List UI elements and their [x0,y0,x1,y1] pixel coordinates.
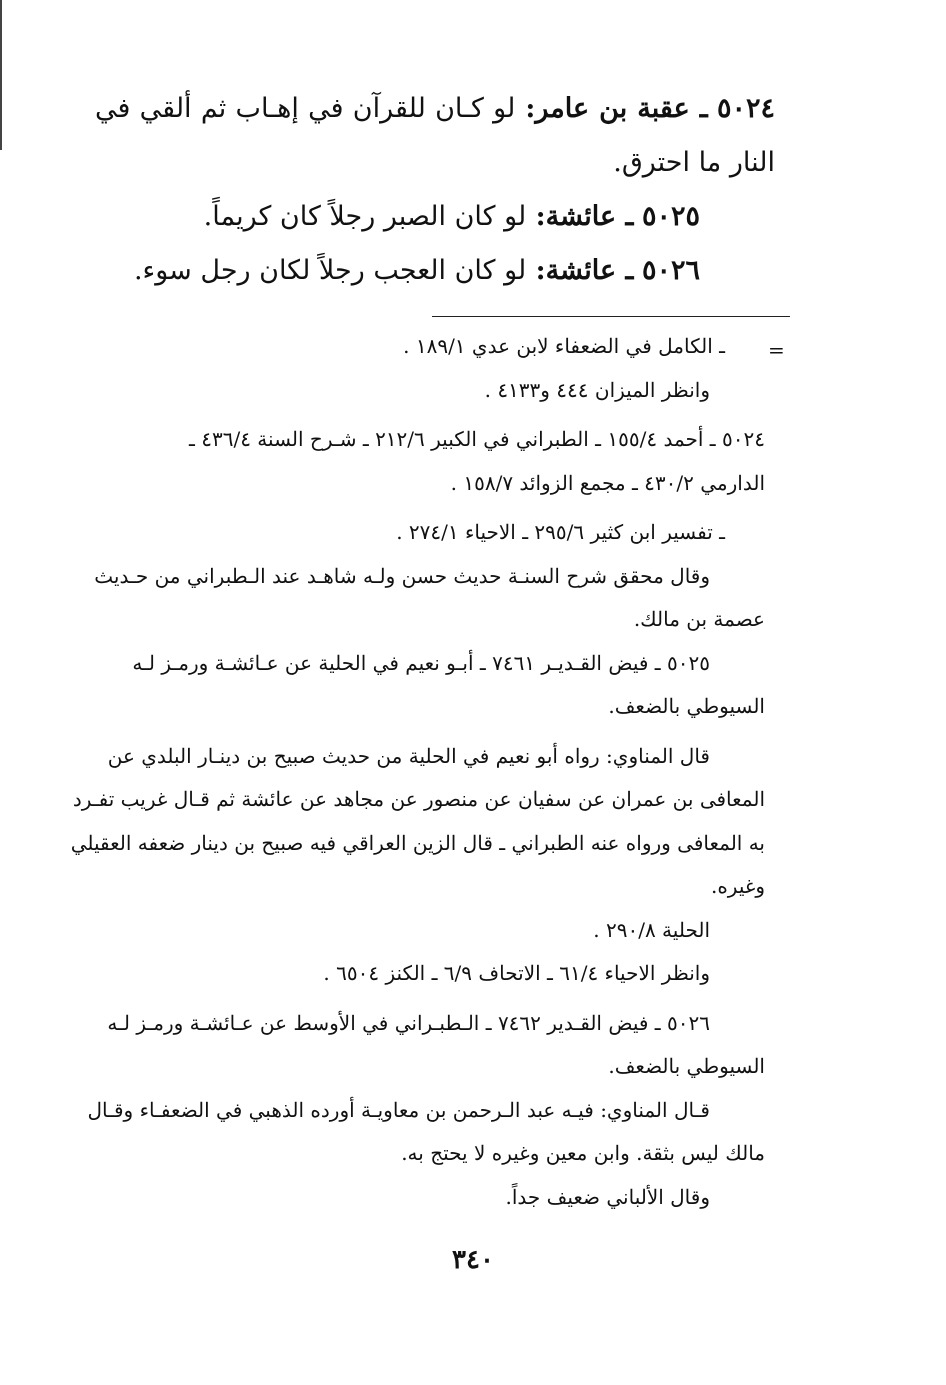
footnote-line: مالك ليس بثقة. وابن معين وغيره لا يحتج به. [401,1141,765,1165]
hadith-narrator: ـ عائشة: [526,255,634,286]
footnote-line: قـال المناوي: فيـه عبد الـرحمن بن معاويـة أورده الذهبي في الضعفـاء وقـال [87,1097,710,1122]
hadith-narrator: ـ عائشة: [526,201,634,232]
hadith-number: ٥٠٢٦ [641,255,700,286]
footnote-line: السيوطي بالضعف. [608,1054,765,1078]
footnote-line: ٥٠٢٤ ـ أحمد ١٥٥/٤ ـ الطبراني في الكبير ٢١٢/٦ ـ شـرح السنة ٤٣٦/٤ ـ [189,427,765,451]
footnotes [70,325,765,1219]
hadith-number: ٥٠٢٥ [641,201,700,232]
hadith-number: ٥٠٢٤ [716,93,775,124]
footnote-line: ـ الكامل في الضعفاء لابن عدي ١٨٩/١ . [403,334,725,358]
footnote-line: المعافى بن عمران عن سفيان عن منصور عن مجاهد عن عائشة ثم قـال غريب تفـرد [72,787,765,811]
hadith-text: لو كـان للقرآن في إهـاب ثم ألقي في النار ما احترق. [95,93,775,178]
footnote-line: ـ تفسير ابن كثير ٢٩٥/٦ ـ الاحياء ٢٧٤/١ . [396,520,725,544]
footnote-line: به المعافى ورواه عنه الطبراني ـ قال الزين العراقي فيه صبيح بن دينار ضعفه العقيلي [70,830,765,855]
footnote-line: الحلية ٢٩٠/٨ . [593,917,710,942]
hadith-narrator: ـ عقبة بن عامر: [515,93,708,124]
hadith-5025 [95,190,700,244]
hadith-5026 [95,244,700,298]
footnote-line: وانظر الاحياء ٦١/٤ ـ الاتحاف ٦/٩ ـ الكنز ٦٥٠٤ . [323,961,710,985]
footnote-line: وقال الألباني ضعيف جداً. [505,1184,710,1209]
footnote-line: وقال محقق شرح السنـة حديث حسن ولـه شاهـد عند الـطبراني من حـديث [94,563,710,588]
page-number: ٣٤٠ [452,1245,494,1275]
page-edge-line [0,0,2,150]
footnote-line: وغيره. [710,874,765,898]
footnote-line: وانظر الميزان ٤٤٤ و٤١٣٣ . [484,377,710,402]
footnote-line: قال المناوي: رواه أبو نعيم في الحلية من حديث صبيح بن دينـار البلدي عن [107,743,710,768]
hadith-list [95,82,775,298]
footnote-line: السيوطي بالضعف. [608,694,765,718]
footnote-line: الدارمي ٤٣٠/٢ ـ مجمع الزوائد ١٥٨/٧ . [450,470,765,495]
hadith-text: لو كان الصبر رجلاً كان كريماً. [203,201,527,232]
continuation-mark: = [768,338,785,362]
footnote-line: ٥٠٢٥ ـ فيض القـديـر ٧٤٦١ ـ أبـو نعيم في الحلية عن عـائشـة ورمـز لـه [132,650,710,675]
footnote-divider [432,316,790,317]
hadith-5024 [95,82,775,190]
footnote-line: ٥٠٢٦ ـ فيض القـدير ٧٤٦٢ ـ الـطبـراني في الأوسط عن عـائشـة ورمـز لـه [107,1010,710,1035]
footnote-line: عصمة بن مالك. [633,607,765,631]
hadith-text: لو كان العجب رجلاً لكان رجل سوء. [133,255,527,286]
